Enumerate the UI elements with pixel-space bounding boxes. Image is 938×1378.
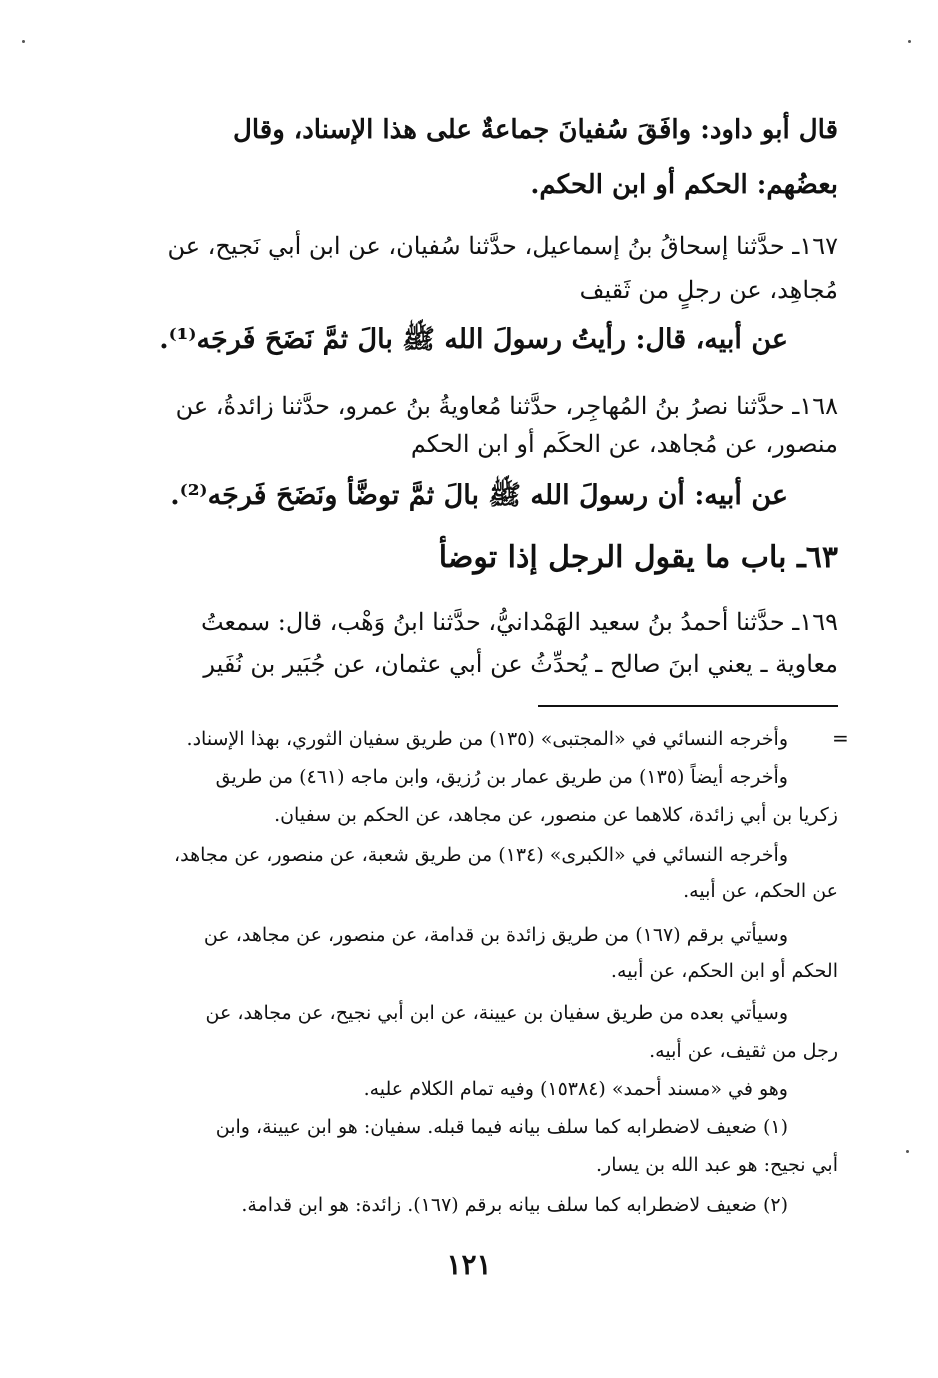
footnote-line: وسيأتي برقم (١٦٧) من طريق زائدة بن قدامة، عن منصور، عن مجاهد، عن	[203, 924, 788, 946]
footnote-continuation-mark: =	[832, 726, 849, 750]
footnote-separator	[538, 705, 838, 707]
footnote-2: (٢) ضعيف لاضطرابه كما سلف بيانه برقم (١٦٧). زائدة: هو ابن قدامة.	[241, 1194, 788, 1216]
footnote-line: وأخرجه النسائي في «الكبرى» (١٣٤) من طريق شعبة، عن منصور، عن مجاهد،	[174, 844, 788, 866]
scan-speck	[22, 40, 25, 43]
chapter-heading: ٦٣ـ باب ما يقول الرجل إذا توضأ	[438, 540, 838, 575]
main-text-line-1: قال أبو داود: وافَقَ سُفيانَ جماعةٌ على هذا الإسناد، وقال	[232, 115, 838, 145]
scan-speck	[906, 1150, 909, 1153]
hadith-169-line-1: ١٦٩ـ حدَّثنا أحمدُ بنُ سعيد الهَمْدانيُّ، حدَّثنا ابنُ وَهْب، قال: سمعتُ	[200, 608, 838, 636]
footnote-line: وأخرجه النسائي في «المجتبى» (١٣٥) من طريق سفيان الثوري، بهذا الإسناد.	[186, 728, 788, 750]
hadith-167-matn: عن أبيه، قال: رأيتُ رسولَ الله ﷺ بالَ ثمَّ نَضَحَ فَرجَه⁽¹⁾.	[159, 324, 788, 355]
footnote-line: رجل من ثقيف، عن أبيه.	[649, 1040, 838, 1062]
hadith-167-line-1: ١٦٧ـ حدَّثنا إسحاقُ بنُ إسماعيل، حدَّثنا سُفيان، عن ابن أبي نَجيح، عن	[167, 232, 838, 260]
hadith-169-line-2: معاوية ـ يعني ابنَ صالح ـ يُحدِّثُ عن أبي عثمان، عن جُبَير بن نُفَير	[203, 650, 838, 678]
page-number: ١٢١	[446, 1248, 492, 1281]
hadith-167-line-2: مُجاهِد، عن رجلٍ من ثَقيف	[579, 276, 838, 304]
footnote-line: الحكم أو ابن الحكم، عن أبيه.	[610, 960, 838, 982]
footnote-line: أبي نجيح: هو عبد الله بن يسار.	[595, 1154, 838, 1176]
scan-speck	[908, 40, 911, 43]
footnote-line: وأخرجه أيضاً (١٣٥) من طريق عمار بن رُزيق، وابن ماجه (٤٦١) من طريق	[215, 766, 788, 788]
main-text-line-2: بعضُهم: الحكم أو ابن الحكم.	[530, 170, 838, 200]
footnote-line: زكريا بن أبي زائدة، كلاهما عن منصور، عن مجاهد، عن الحكم بن سفيان.	[274, 804, 838, 826]
footnote-line: وهو في «مسند أحمد» (١٥٣٨٤) وفيه تمام الكلام عليه.	[363, 1078, 788, 1100]
footnote-line: وسيأتي بعده من طريق سفيان بن عيينة، عن ابن أبي نجيح، عن مجاهد، عن	[205, 1002, 788, 1024]
hadith-168-line-2: منصور، عن مُجاهد، عن الحكَم أو ابن الحكم	[410, 430, 838, 458]
footnote-line: عن الحكم، عن أبيه.	[683, 880, 838, 902]
hadith-168-matn: عن أبيه: أن رسولَ الله ﷺ بالَ ثمَّ توضَّأ ونَضَحَ فَرجَه⁽²⁾.	[170, 480, 788, 511]
footnote-1: (١) ضعيف لاضطرابه كما سلف بيانه فيما قبله. سفيان: هو ابن عيينة، وابن	[215, 1116, 788, 1138]
hadith-168-line-1: ١٦٨ـ حدَّثنا نصرُ بنُ المُهاجِر، حدَّثنا مُعاويةُ بنُ عمرو، حدَّثنا زائدةُ، عن	[175, 392, 838, 420]
